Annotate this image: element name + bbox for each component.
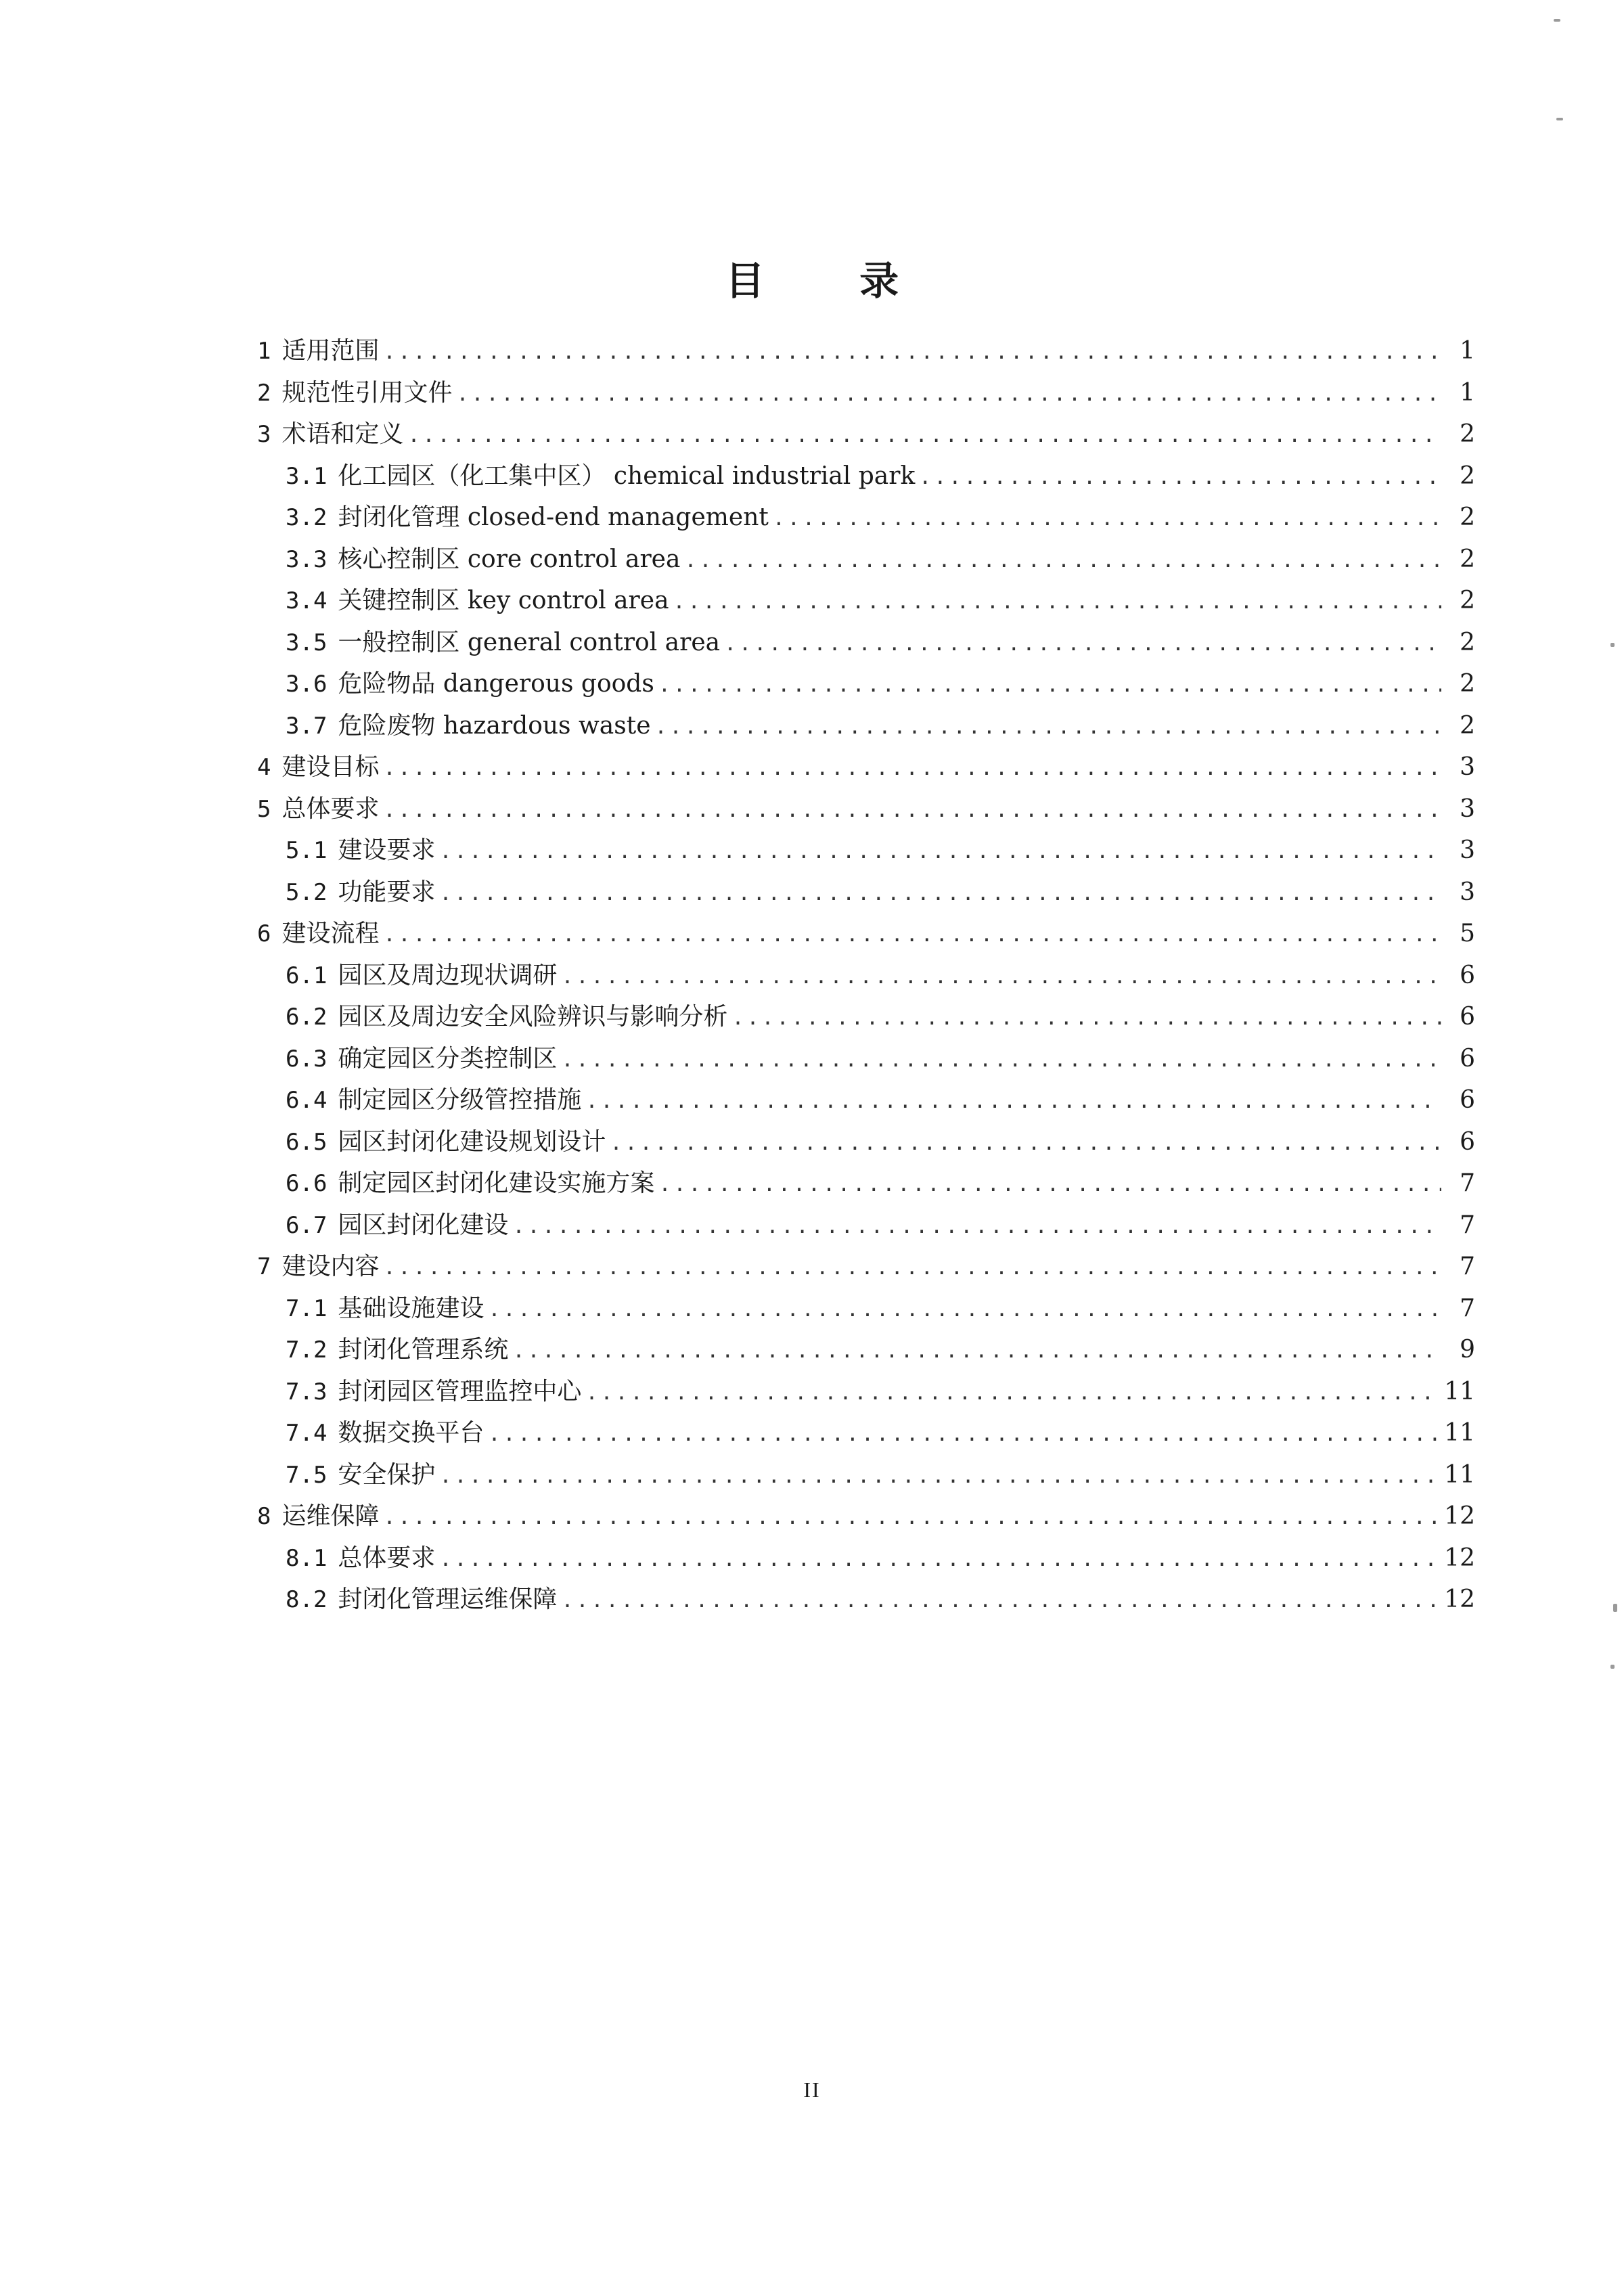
page-number-footer: II xyxy=(803,2077,821,2102)
toc-dot-leader xyxy=(512,1330,1441,1372)
toc-entry[interactable] xyxy=(257,372,1475,414)
toc-entry[interactable] xyxy=(257,788,1475,830)
toc-dot-leader xyxy=(408,415,1442,457)
toc-entry-page: 7 xyxy=(1460,1294,1475,1322)
toc-dot-leader xyxy=(585,1081,1441,1123)
toc-entry-number: 3.2 xyxy=(286,504,328,531)
scan-speck xyxy=(1554,19,1560,22)
toc-entry[interactable] xyxy=(257,913,1475,955)
toc-entry-title: 危险废物 hazardous waste xyxy=(338,711,651,740)
toc-dot-leader xyxy=(488,1414,1440,1456)
toc-entry[interactable] xyxy=(257,622,1475,664)
toc-dot-leader xyxy=(384,1497,1441,1539)
toc-entry-title: 确定园区分类控制区 xyxy=(338,1044,558,1073)
toc-entry-number: 6.1 xyxy=(286,962,328,989)
toc-entry[interactable] xyxy=(257,1371,1475,1413)
toc-dot-leader xyxy=(457,374,1442,415)
toc-dot-leader xyxy=(919,457,1441,499)
toc-entry[interactable] xyxy=(257,1038,1475,1080)
toc-entry-page: 11 xyxy=(1444,1377,1475,1405)
toc-entry-number: 6.6 xyxy=(286,1170,328,1197)
toc-entry-number: 7.5 xyxy=(286,1461,328,1489)
toc-entry-number: 3.5 xyxy=(286,629,328,656)
toc-entry-number: 6 xyxy=(257,920,271,947)
toc-dot-leader xyxy=(439,1539,1440,1581)
toc-entry[interactable] xyxy=(257,455,1475,497)
toc-entry-page: 7 xyxy=(1460,1211,1475,1239)
toc-entry-page: 9 xyxy=(1460,1336,1475,1364)
toc-entry-page: 2 xyxy=(1460,587,1475,614)
toc-entry[interactable] xyxy=(257,330,1475,372)
toc-entry-number: 7.2 xyxy=(286,1336,328,1364)
toc-dot-leader xyxy=(439,831,1441,873)
toc-dot-leader xyxy=(561,1580,1440,1622)
table-of-contents xyxy=(257,330,1475,1621)
toc-entry[interactable] xyxy=(257,497,1475,539)
toc-dot-leader xyxy=(384,748,1442,790)
toc-dot-leader xyxy=(773,498,1441,540)
toc-entry-title: 园区封闭化建设 xyxy=(338,1211,509,1239)
toc-entry-page: 2 xyxy=(1460,503,1475,531)
toc-entry[interactable] xyxy=(257,1454,1475,1496)
toc-entry[interactable] xyxy=(257,1412,1475,1454)
scan-speck xyxy=(1610,1665,1615,1669)
toc-entry-number: 3.6 xyxy=(286,671,328,698)
toc-entry-title: 封闭化管理 closed-end management xyxy=(338,503,769,531)
scan-speck xyxy=(1556,118,1563,120)
toc-entry[interactable] xyxy=(257,1205,1475,1246)
toc-entry-page: 6 xyxy=(1460,1003,1475,1031)
toc-entry-number: 5 xyxy=(257,795,271,823)
toc-entry-page: 11 xyxy=(1444,1460,1475,1489)
toc-dot-leader xyxy=(488,1289,1441,1331)
toc-entry-number: 6.7 xyxy=(286,1211,328,1239)
toc-entry[interactable] xyxy=(257,746,1475,788)
toc-dot-leader xyxy=(561,956,1441,998)
toc-entry-page: 6 xyxy=(1460,1086,1475,1114)
toc-entry-page: 2 xyxy=(1460,420,1475,448)
toc-entry-title: 安全保护 xyxy=(338,1460,436,1489)
toc-entry[interactable] xyxy=(257,1495,1475,1537)
toc-entry-page: 2 xyxy=(1460,545,1475,573)
toc-entry-number: 2 xyxy=(257,379,271,407)
toc-entry-number: 3.4 xyxy=(286,587,328,614)
toc-dot-leader xyxy=(731,997,1441,1039)
toc-entry-title: 危险物品 dangerous goods xyxy=(338,670,654,698)
scan-speck xyxy=(1613,1604,1617,1612)
toc-entry[interactable] xyxy=(257,1246,1475,1288)
toc-entry-title: 运维保障 xyxy=(281,1502,380,1530)
toc-entry-title: 功能要求 xyxy=(338,878,436,906)
toc-entry-number: 5.1 xyxy=(286,837,328,864)
toc-entry[interactable] xyxy=(257,663,1475,705)
toc-entry-page: 1 xyxy=(1460,337,1475,365)
toc-entry-title: 总体要求 xyxy=(281,794,380,823)
toc-dot-leader xyxy=(658,1164,1441,1206)
toc-entry-title: 建设要求 xyxy=(338,836,436,864)
toc-entry[interactable] xyxy=(257,1121,1475,1163)
toc-entry-title: 基础设施建设 xyxy=(338,1294,484,1322)
toc-entry-page: 11 xyxy=(1444,1419,1475,1447)
toc-entry-title: 核心控制区 core control area xyxy=(338,545,681,573)
toc-entry-number: 5.2 xyxy=(286,878,328,906)
toc-entry-page: 12 xyxy=(1444,1544,1475,1572)
toc-entry[interactable] xyxy=(257,830,1475,872)
toc-dot-leader xyxy=(439,1456,1440,1498)
toc-entry-page: 3 xyxy=(1460,836,1475,864)
toc-entry-page: 6 xyxy=(1460,1127,1475,1156)
toc-dot-leader xyxy=(655,706,1442,748)
toc-entry-number: 6.5 xyxy=(286,1128,328,1156)
toc-entry-title: 建设内容 xyxy=(281,1253,380,1280)
toc-entry-title: 关键控制区 key control area xyxy=(338,587,669,614)
toc-entry[interactable] xyxy=(257,539,1475,581)
toc-entry-page: 6 xyxy=(1460,961,1475,989)
toc-dot-leader xyxy=(512,1206,1441,1248)
toc-entry-number: 3 xyxy=(257,421,271,448)
toc-dot-leader xyxy=(673,581,1441,623)
toc-entry[interactable] xyxy=(257,1579,1475,1621)
toc-entry-number: 6.2 xyxy=(286,1004,328,1031)
scan-speck xyxy=(1610,643,1615,647)
toc-entry-number: 1 xyxy=(257,338,271,365)
toc-dot-leader xyxy=(724,623,1441,665)
toc-dot-leader xyxy=(384,332,1442,374)
toc-entry-page: 2 xyxy=(1460,711,1475,740)
toc-entry-page: 3 xyxy=(1460,794,1475,823)
toc-dot-leader xyxy=(585,1372,1440,1414)
toc-entry-number: 8.2 xyxy=(286,1586,328,1613)
toc-entry-number: 6.3 xyxy=(286,1045,328,1073)
toc-entry-title: 封闭园区管理监控中心 xyxy=(338,1377,582,1405)
toc-entry-title: 建设目标 xyxy=(281,753,380,781)
toc-entry-page: 1 xyxy=(1460,378,1475,407)
toc-entry[interactable] xyxy=(257,705,1475,747)
toc-entry-number: 3.3 xyxy=(286,545,328,573)
toc-dot-leader xyxy=(384,790,1442,832)
toc-dot-leader xyxy=(384,1247,1442,1289)
toc-entry-title: 园区及周边现状调研 xyxy=(338,961,558,989)
toc-entry-number: 8 xyxy=(257,1503,271,1530)
toc-entry-title: 建设流程 xyxy=(281,920,380,947)
toc-entry[interactable] xyxy=(257,1288,1475,1330)
toc-entry-page: 3 xyxy=(1460,753,1475,781)
toc-entry-number: 7.4 xyxy=(286,1420,328,1447)
toc-dot-leader xyxy=(684,540,1441,582)
toc-entry-number: 7.3 xyxy=(286,1378,328,1405)
toc-entry-title: 制定园区封闭化建设实施方案 xyxy=(338,1169,655,1197)
toc-entry[interactable] xyxy=(257,1329,1475,1371)
toc-entry-page: 6 xyxy=(1460,1044,1475,1073)
toc-entry-title: 适用范围 xyxy=(281,337,380,365)
toc-entry-title: 封闭化管理系统 xyxy=(338,1336,509,1364)
toc-entry-title: 园区封闭化建设规划设计 xyxy=(338,1127,606,1156)
toc-entry[interactable] xyxy=(257,996,1475,1038)
toc-entry-number: 6.4 xyxy=(286,1087,328,1114)
toc-dot-leader xyxy=(384,914,1442,956)
toc-entry[interactable] xyxy=(257,1079,1475,1121)
toc-dot-leader xyxy=(658,665,1441,706)
toc-entry-title: 术语和定义 xyxy=(281,420,404,448)
toc-entry-number: 4 xyxy=(257,754,271,781)
toc-entry[interactable] xyxy=(257,580,1475,622)
toc-entry-title: 总体要求 xyxy=(338,1544,436,1572)
toc-entry-title: 园区及周边安全风险辨识与影响分析 xyxy=(338,1003,728,1031)
toc-entry-page: 3 xyxy=(1460,878,1475,906)
toc-entry-page: 2 xyxy=(1460,670,1475,698)
toc-entry-page: 2 xyxy=(1460,628,1475,656)
toc-entry-number: 3.1 xyxy=(286,462,328,490)
toc-entry-page: 12 xyxy=(1444,1502,1475,1530)
toc-entry-page: 5 xyxy=(1460,920,1475,947)
toc-entry[interactable] xyxy=(257,413,1475,455)
toc-entry-title: 规范性引用文件 xyxy=(281,378,453,407)
toc-entry-title: 封闭化管理运维保障 xyxy=(338,1585,558,1613)
toc-entry-number: 3.7 xyxy=(286,712,328,740)
toc-entry[interactable] xyxy=(257,1163,1475,1205)
toc-entry[interactable] xyxy=(257,872,1475,914)
toc-entry-page: 7 xyxy=(1460,1253,1475,1280)
toc-entry-title: 一般控制区 general control area xyxy=(338,628,721,656)
toc-entry-number: 8.1 xyxy=(286,1544,328,1572)
toc-dot-leader xyxy=(610,1123,1441,1165)
toc-entry-title: 化工园区（化工集中区） chemical industrial park xyxy=(338,462,916,490)
toc-dot-leader xyxy=(439,873,1441,915)
toc-entry-title: 数据交换平台 xyxy=(338,1419,484,1447)
toc-entry-page: 12 xyxy=(1444,1585,1475,1613)
toc-entry-page: 2 xyxy=(1460,462,1475,490)
toc-entry[interactable] xyxy=(257,1537,1475,1579)
toc-entry-number: 7 xyxy=(257,1253,271,1280)
page-title: 目 录 xyxy=(725,258,940,304)
toc-dot-leader xyxy=(561,1039,1441,1081)
toc-entry-page: 7 xyxy=(1460,1169,1475,1197)
toc-entry[interactable] xyxy=(257,955,1475,997)
toc-entry-number: 7.1 xyxy=(286,1295,328,1322)
toc-entry-title: 制定园区分级管控措施 xyxy=(338,1086,582,1114)
